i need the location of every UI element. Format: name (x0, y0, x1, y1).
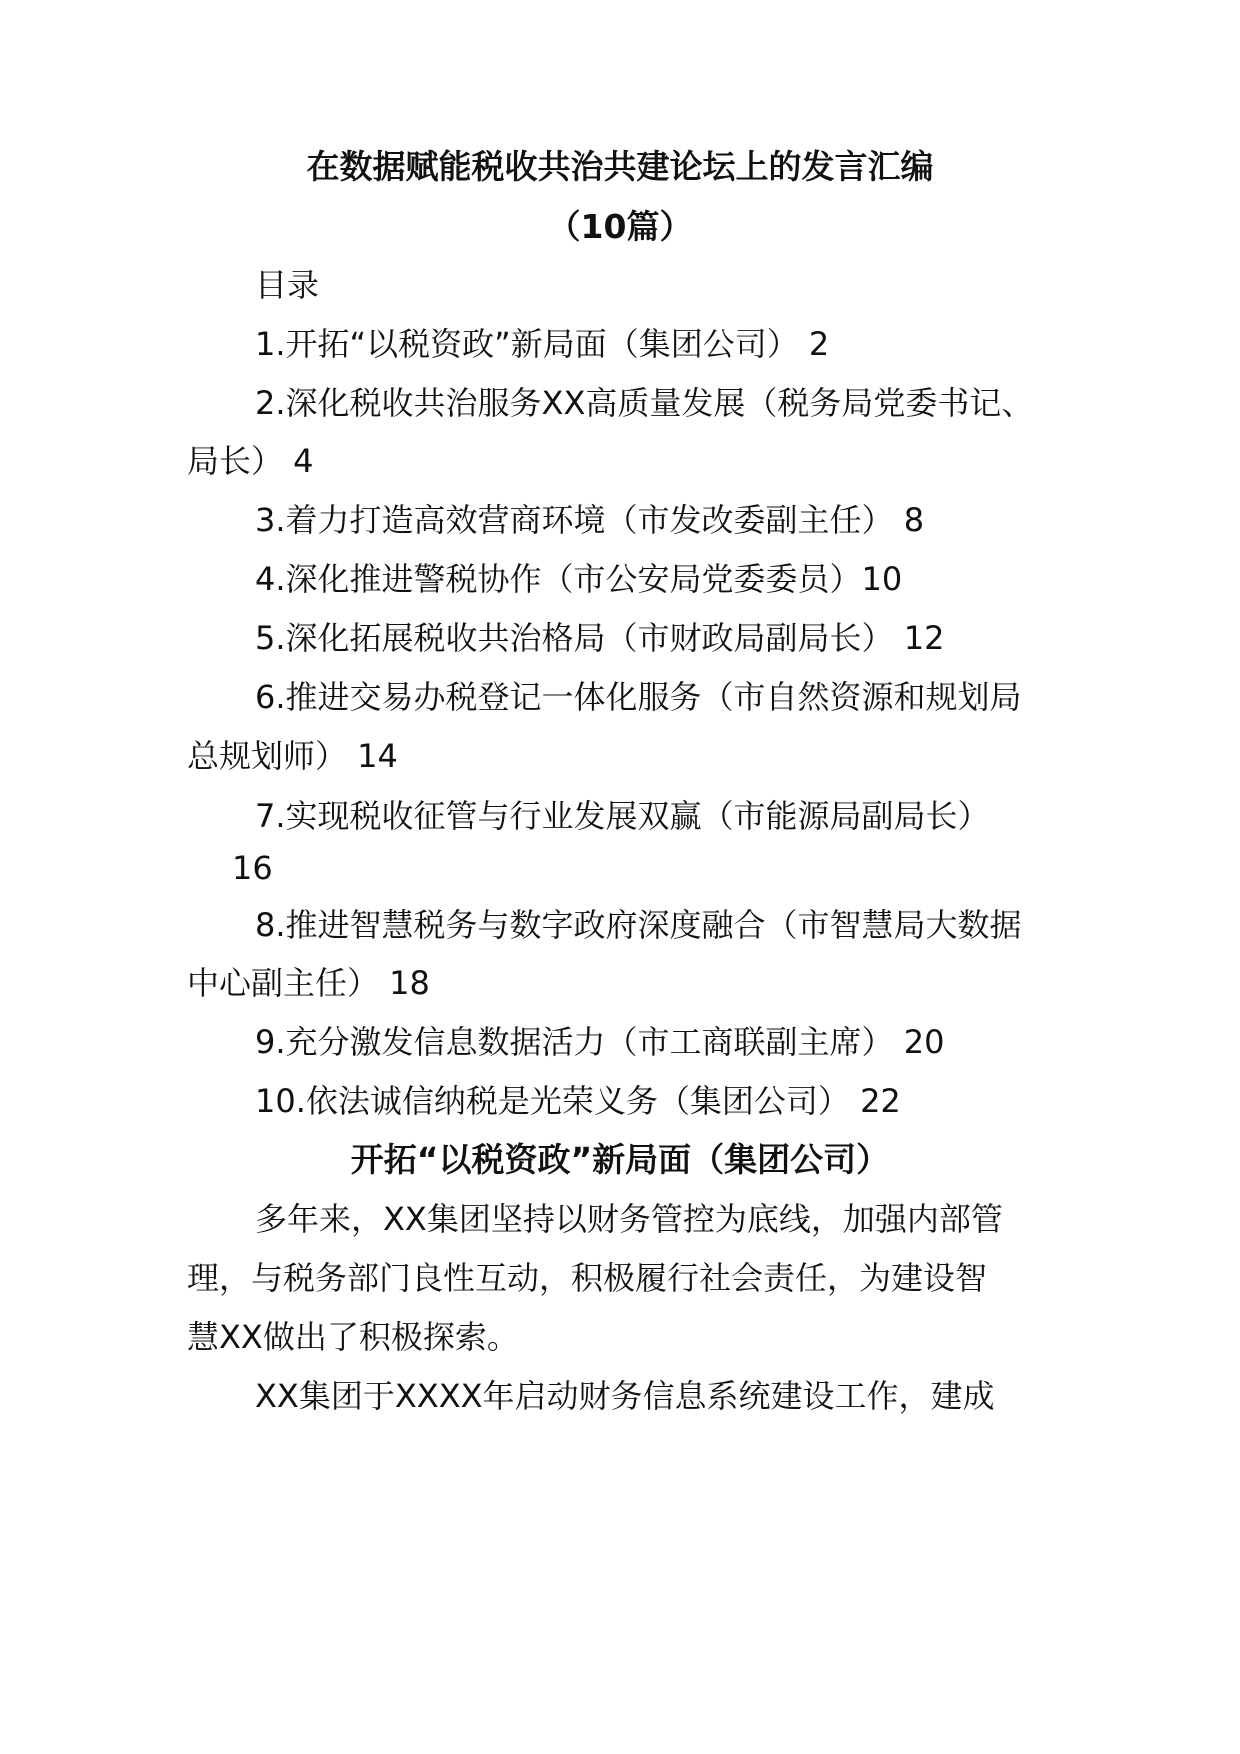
toc-item-2-continued[interactable]: 局长） 4 (187, 442, 314, 480)
document-title: 在数据赋能税收共治共建论坛上的发言汇编 (306, 147, 934, 186)
toc-item-4[interactable]: 4.深化推进警税协作（市公安局党委委员）10 (255, 560, 903, 598)
toc-item-8-continued[interactable]: 中心副主任） 18 (187, 964, 430, 1002)
toc-item-2[interactable]: 2.深化税收共治服务XX高质量发展（税务局党委书记、 (255, 384, 1034, 422)
toc-item-3[interactable]: 3.着力打造高效营商环境（市发改委副主任） 8 (255, 501, 925, 539)
toc-item-9[interactable]: 9.充分激发信息数据活力（市工商联副主席） 20 (255, 1023, 945, 1061)
body-paragraph-1-line-2: 理，与税务部门良性互动，积极履行社会责任，为建设智 (187, 1259, 988, 1297)
toc-item-10[interactable]: 10.依法诚信纳税是光荣义务（集团公司） 22 (255, 1082, 901, 1120)
toc-item-7[interactable]: 7.实现税收征管与行业发展双赢（市能源局副局长） (255, 797, 990, 835)
toc-item-7-continued[interactable]: 16 (232, 849, 273, 887)
toc-item-5[interactable]: 5.深化拓展税收共治格局（市财政局副局长） 12 (255, 619, 945, 657)
toc-item-1[interactable]: 1.开拓“以税资政”新局面（集团公司） 2 (255, 325, 830, 363)
document-subtitle: （10篇） (547, 207, 693, 246)
toc-item-6[interactable]: 6.推进交易办税登记一体化服务（市自然资源和规划局 (255, 678, 1022, 716)
body-paragraph-1-line-3: 慧XX做出了积极探索。 (187, 1318, 519, 1356)
body-paragraph-2-line-1: XX集团于XXXX年启动财务信息系统建设工作，建成 (255, 1377, 995, 1415)
toc-item-8[interactable]: 8.推进智慧税务与数字政府深度融合（市智慧局大数据 (255, 906, 1022, 944)
toc-heading: 目录 (255, 266, 320, 304)
body-paragraph-1-line-1: 多年来，XX集团坚持以财务管控为底线，加强内部管 (255, 1200, 1003, 1238)
toc-item-6-continued[interactable]: 总规划师） 14 (187, 737, 398, 775)
section-title: 开拓“以税资政”新局面（集团公司） (350, 1140, 890, 1179)
